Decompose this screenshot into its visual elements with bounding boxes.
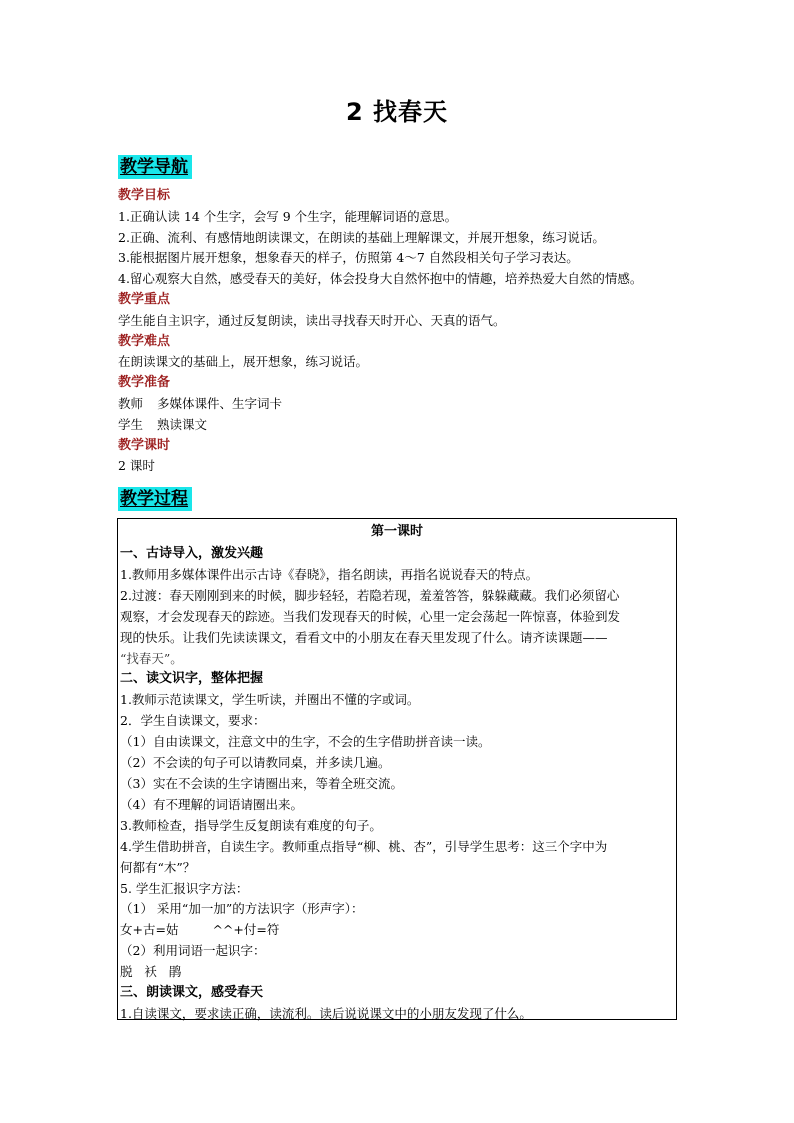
part-line: 2．学生自读课文，要求： <box>120 713 266 729</box>
objective-item: 4.留心观察大自然，感受春天的美好，体会投身大自然怀抱中的情趣，培养热爱大自然的情感。 <box>118 271 643 287</box>
teacher-items: 多媒体课件、生字词卡 <box>157 395 283 411</box>
teacher-role: 教师 <box>118 395 144 411</box>
char-list: 脱 袄 鹃 <box>120 964 182 980</box>
part-line: 何都有“木”？ <box>120 859 196 875</box>
objective-item: 1.正确认读 14 个生字，会写 9 个生字，能理解词语的意思。 <box>118 208 458 224</box>
document-title: 2 找春天 <box>345 98 449 126</box>
part-line: 1.教师示范读课文，学生听读，并圈出不懂的字或词。 <box>120 692 420 708</box>
part-heading: 三、朗读课文，感受春天 <box>120 985 264 1001</box>
part-line: 观察，才会发现春天的踪迹。当我们发现春天的时候，心里一定会荡起一阵惊喜，体验到发 <box>120 608 621 624</box>
part-line: （2）不会读的句子可以请教同桌，并多读几遍。 <box>120 755 391 771</box>
part-line: 4.学生借助拼音，自读生字。教师重点指导“柳、桃、杏”，引导学生思考：这三个字中为 <box>120 838 608 854</box>
part-line: 1.教师用多媒体课件出示古诗《春晓》，指名朗读，再指名说说春天的特点。 <box>120 566 539 582</box>
formula-gu: 女+古=姑 <box>120 922 179 938</box>
preparation-student <box>118 415 698 436</box>
part-line: （1） 采用“加一加”的方法识字（形声字）： <box>120 901 364 917</box>
keypoint-label: 教学重点 <box>118 291 171 307</box>
teaching-navigation <box>118 186 698 477</box>
part-line: 现的快乐。让我们先读读课文，看看文中的小朋友在春天里发现了什么。请齐读课题—— <box>120 629 608 645</box>
part-line: “找春天”。 <box>120 650 183 666</box>
part-line: （4）有不理解的词语请圈出来。 <box>120 796 303 812</box>
lesson-table <box>117 518 677 1020</box>
student-role: 学生 <box>118 416 144 432</box>
formula-fu: ^^+付=符 <box>212 922 280 938</box>
difficulty-text: 在朗读课文的基础上，展开想象，练习说话。 <box>118 354 369 370</box>
part-line: （1）自由读课文，注意文中的生字，不会的生字借助拼音读一读。 <box>120 734 491 750</box>
part-line: 3.教师检查，指导学生反复朗读有难度的句子。 <box>120 817 382 833</box>
preparation-teacher <box>118 394 698 415</box>
part-line: 2.过渡：春天刚刚到来的时候，脚步轻轻，若隐若现，羞羞答答，躲躲藏藏。我们必须留心 <box>120 587 620 603</box>
part-heading: 一、古诗导入，激发兴趣 <box>120 546 264 561</box>
student-items: 熟读课文 <box>157 416 208 432</box>
hours-text: 2 课时 <box>118 458 155 474</box>
keypoint-text: 学生能自主识字，通过反复朗读，读出寻找春天时开心、天真的语气。 <box>118 312 506 328</box>
hours-label: 教学课时 <box>118 437 171 453</box>
preparation-label: 教学准备 <box>118 375 171 391</box>
part-line: （2）利用词语一起识字： <box>120 943 266 959</box>
part-heading: 二、读文识字，整体把握 <box>120 671 264 687</box>
lesson-title: 第一课时 <box>370 524 423 539</box>
section-heading-process: 教学过程 <box>118 487 192 511</box>
part-line: 1.自读课文，要求读正确，读流利。读后说说课文中的小朋友发现了什么。 <box>120 1005 532 1021</box>
objectives-label: 教学目标 <box>118 188 171 203</box>
difficulty-label: 教学难点 <box>118 333 171 349</box>
formula-line <box>120 920 676 941</box>
part-line: （3）实在不会读的生字请圈出来，等着全班交流。 <box>120 775 403 791</box>
objective-item: 3.能根据图片展开想象，想象春天的样子，仿照第 4～7 自然段相关句子学习表达。 <box>118 250 579 266</box>
section-heading-navigation: 教学导航 <box>118 155 192 179</box>
lesson-content <box>118 544 676 1025</box>
objective-item: 2.正确、流利、有感情地朗读课文，在朗读的基础上理解课文，并展开想象，练习说话。 <box>118 229 605 245</box>
part-line: 5. 学生汇报识字方法： <box>120 880 249 896</box>
